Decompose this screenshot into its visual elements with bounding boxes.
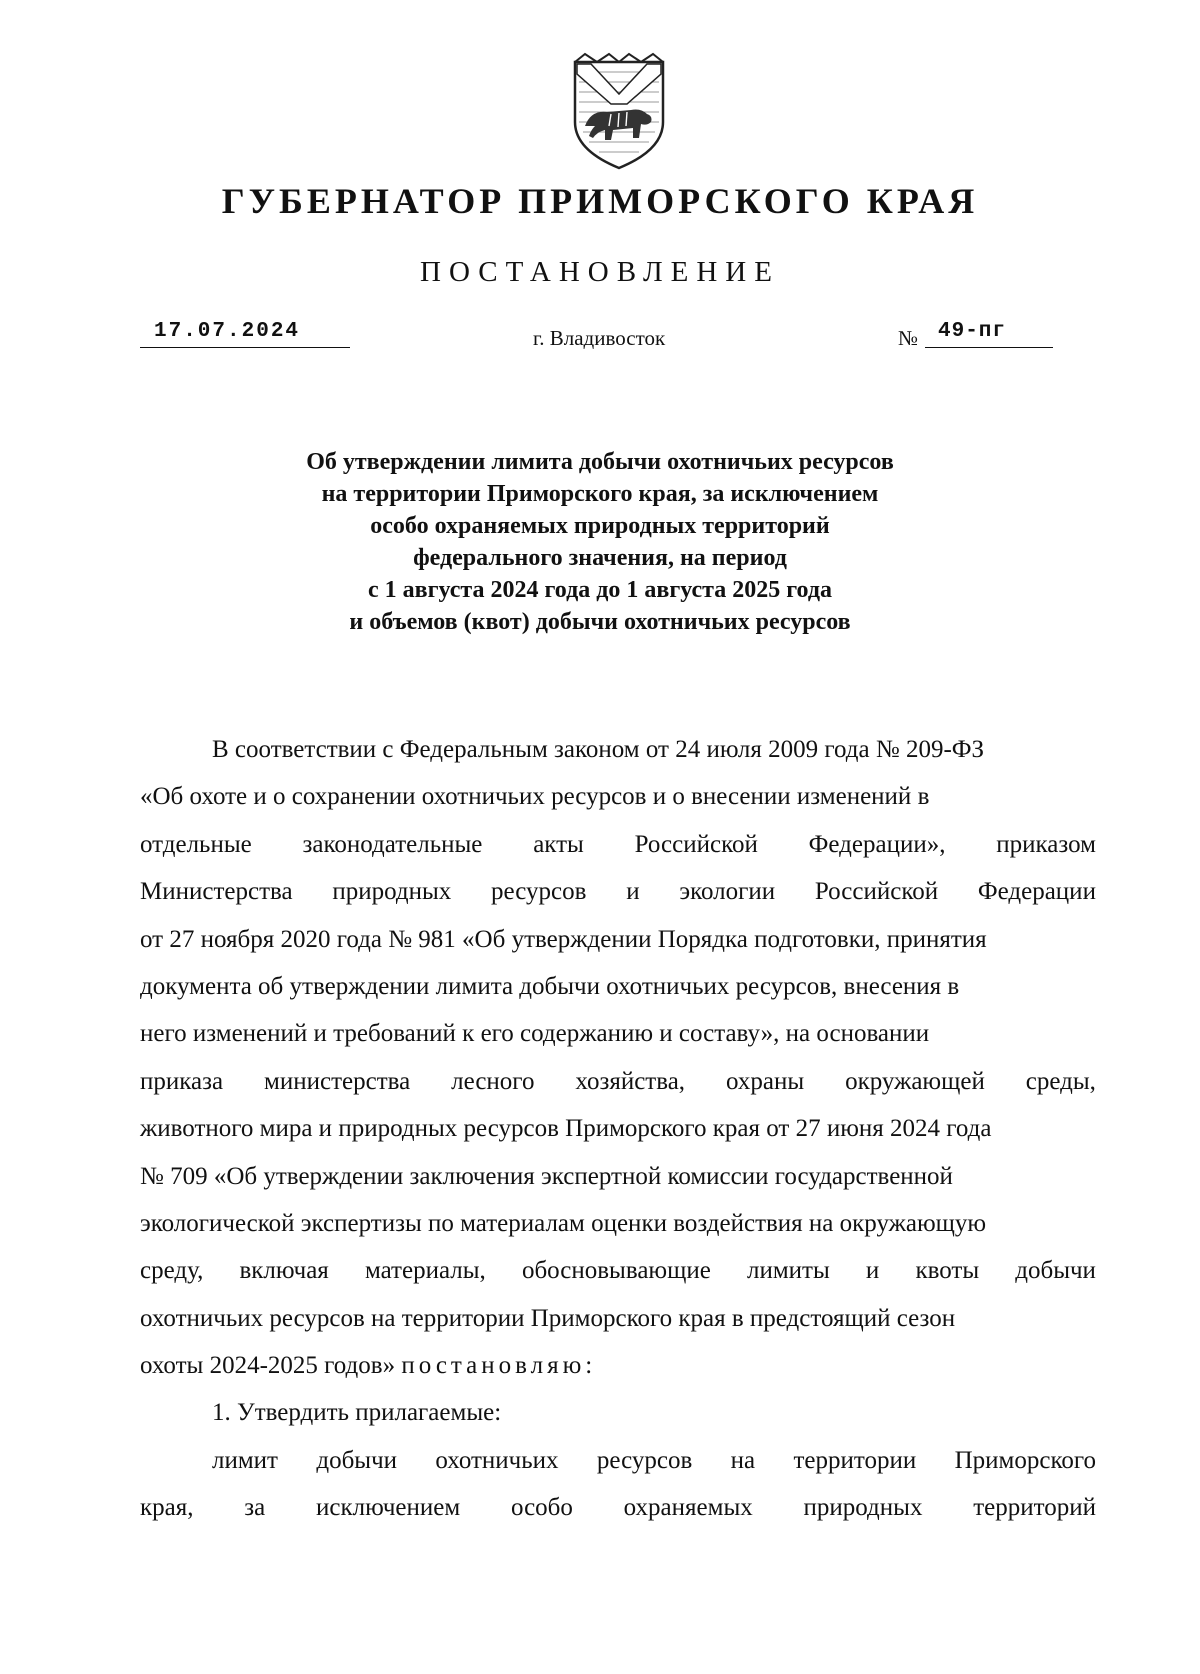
- body-line: [140, 1342, 1096, 1389]
- body-word: территорий: [973, 1494, 1096, 1522]
- body-word: ресурсов: [491, 878, 587, 906]
- document-body: [140, 726, 1096, 1532]
- title-line: с 1 августа 2024 года до 1 августа 2025 года: [367, 577, 832, 603]
- body-word: лимит: [212, 1446, 278, 1474]
- body-line: [140, 1484, 1096, 1531]
- body-word: добычи: [316, 1446, 398, 1474]
- body-line: [140, 821, 1096, 868]
- body-word: Федерации: [977, 878, 1096, 906]
- body-word: отдельные: [140, 830, 252, 858]
- body-line: документа об утверждении лимита добычи охотничьих ресурсов, внесения в: [140, 972, 960, 1000]
- body-line: охотничьих ресурсов на территории Приморского края в предстоящий сезон: [140, 1304, 956, 1332]
- body-word: добычи: [1015, 1257, 1096, 1285]
- body-line: экологической экспертизы по материалам оценки воздействия на окружающую: [140, 1209, 987, 1237]
- body-word: обосновывающие: [521, 1257, 711, 1285]
- body-word: на: [730, 1446, 756, 1474]
- body-word: природных: [803, 1494, 923, 1522]
- body-line: [140, 1058, 1096, 1105]
- body-line: [140, 868, 1096, 915]
- body-line: животного мира и природных ресурсов Приморского края от 27 июня 2024 года: [140, 1115, 992, 1143]
- title-line: и объемов (квот) добычи охотничьих ресурсов: [349, 609, 851, 635]
- body-word: охраны: [725, 1067, 805, 1095]
- body-word: хозяйства,: [575, 1067, 686, 1095]
- body-word: Российской: [814, 878, 939, 906]
- body-word: среду,: [140, 1257, 204, 1285]
- body-word: Министерства: [140, 878, 293, 906]
- body-word: законодательные: [302, 830, 483, 858]
- body-word: квоты: [915, 1257, 980, 1285]
- date-underline: [140, 347, 350, 348]
- body-line: от 27 ноября 2020 года № 981 «Об утверждении Порядка подготовки, принятия: [140, 925, 987, 953]
- body-word: лесного: [451, 1067, 535, 1095]
- body-word: среды,: [1025, 1067, 1096, 1095]
- body-word: особо: [510, 1494, 573, 1522]
- body-word: края,: [140, 1494, 194, 1522]
- document-date: 17.07.2024: [154, 320, 301, 343]
- body-word: и: [626, 878, 640, 906]
- body-word: Российской: [634, 830, 758, 858]
- body-word: министерства: [264, 1067, 411, 1095]
- body-line: [140, 1247, 1096, 1294]
- body-word: включая: [239, 1257, 329, 1285]
- resolution-word: постановляю:: [401, 1352, 597, 1380]
- body-word: окружающей: [845, 1067, 985, 1095]
- body-word: природных: [332, 878, 452, 906]
- body-word: исключением: [316, 1494, 461, 1522]
- body-line: «Об охоте и о сохранении охотничьих ресурсов и о внесении изменений в: [140, 783, 930, 811]
- body-line: [140, 1437, 1096, 1484]
- body-line: В соответствии с Федеральным законом от 24 июля 2009 года № 209-ФЗ: [212, 736, 985, 763]
- body-word: территории: [793, 1446, 917, 1474]
- body-word: материалы,: [364, 1257, 486, 1285]
- body-line: 1. Утвердить прилагаемые:: [212, 1399, 502, 1427]
- body-line: него изменений и требований к его содержанию и составу», на основании: [140, 1020, 930, 1048]
- title-line: на территории Приморского края, за исключением: [321, 481, 879, 507]
- title-line: федерального значения, на период: [413, 545, 787, 571]
- document-type: ПОСТАНОВЛЕНИЕ: [420, 256, 780, 288]
- document-title: [180, 446, 1020, 638]
- body-word: и: [865, 1257, 880, 1285]
- primorye-coat-of-arms-icon: [567, 52, 671, 172]
- body-word: акты: [533, 830, 584, 858]
- body-word: экологии: [679, 878, 776, 906]
- body-line: № 709 «Об утверждении заключения экспертной комиссии государственной: [140, 1162, 953, 1190]
- title-line: Об утверждении лимита добычи охотничьих ресурсов: [306, 449, 894, 475]
- body-word: лимиты: [746, 1257, 830, 1285]
- document-number: 49-пг: [938, 320, 1007, 343]
- body-word: приказа: [140, 1067, 224, 1095]
- body-word: Приморского: [954, 1446, 1096, 1474]
- body-word: ресурсов: [596, 1446, 693, 1474]
- number-underline: [925, 347, 1053, 348]
- document-city: г. Владивосток: [533, 326, 666, 350]
- body-word: Федерации»,: [808, 830, 946, 858]
- body-word: охраняемых: [623, 1494, 753, 1522]
- issuing-authority: ГУБЕРНАТОР ПРИМОРСКОГО КРАЯ: [221, 181, 979, 221]
- body-word: за: [244, 1494, 266, 1522]
- title-line: особо охраняемых природных территорий: [370, 513, 830, 539]
- body-text: охоты 2024-2025 годов»: [140, 1352, 396, 1380]
- number-label: №: [898, 326, 919, 350]
- body-word: охотничьих: [435, 1446, 559, 1474]
- body-word: приказом: [996, 830, 1096, 858]
